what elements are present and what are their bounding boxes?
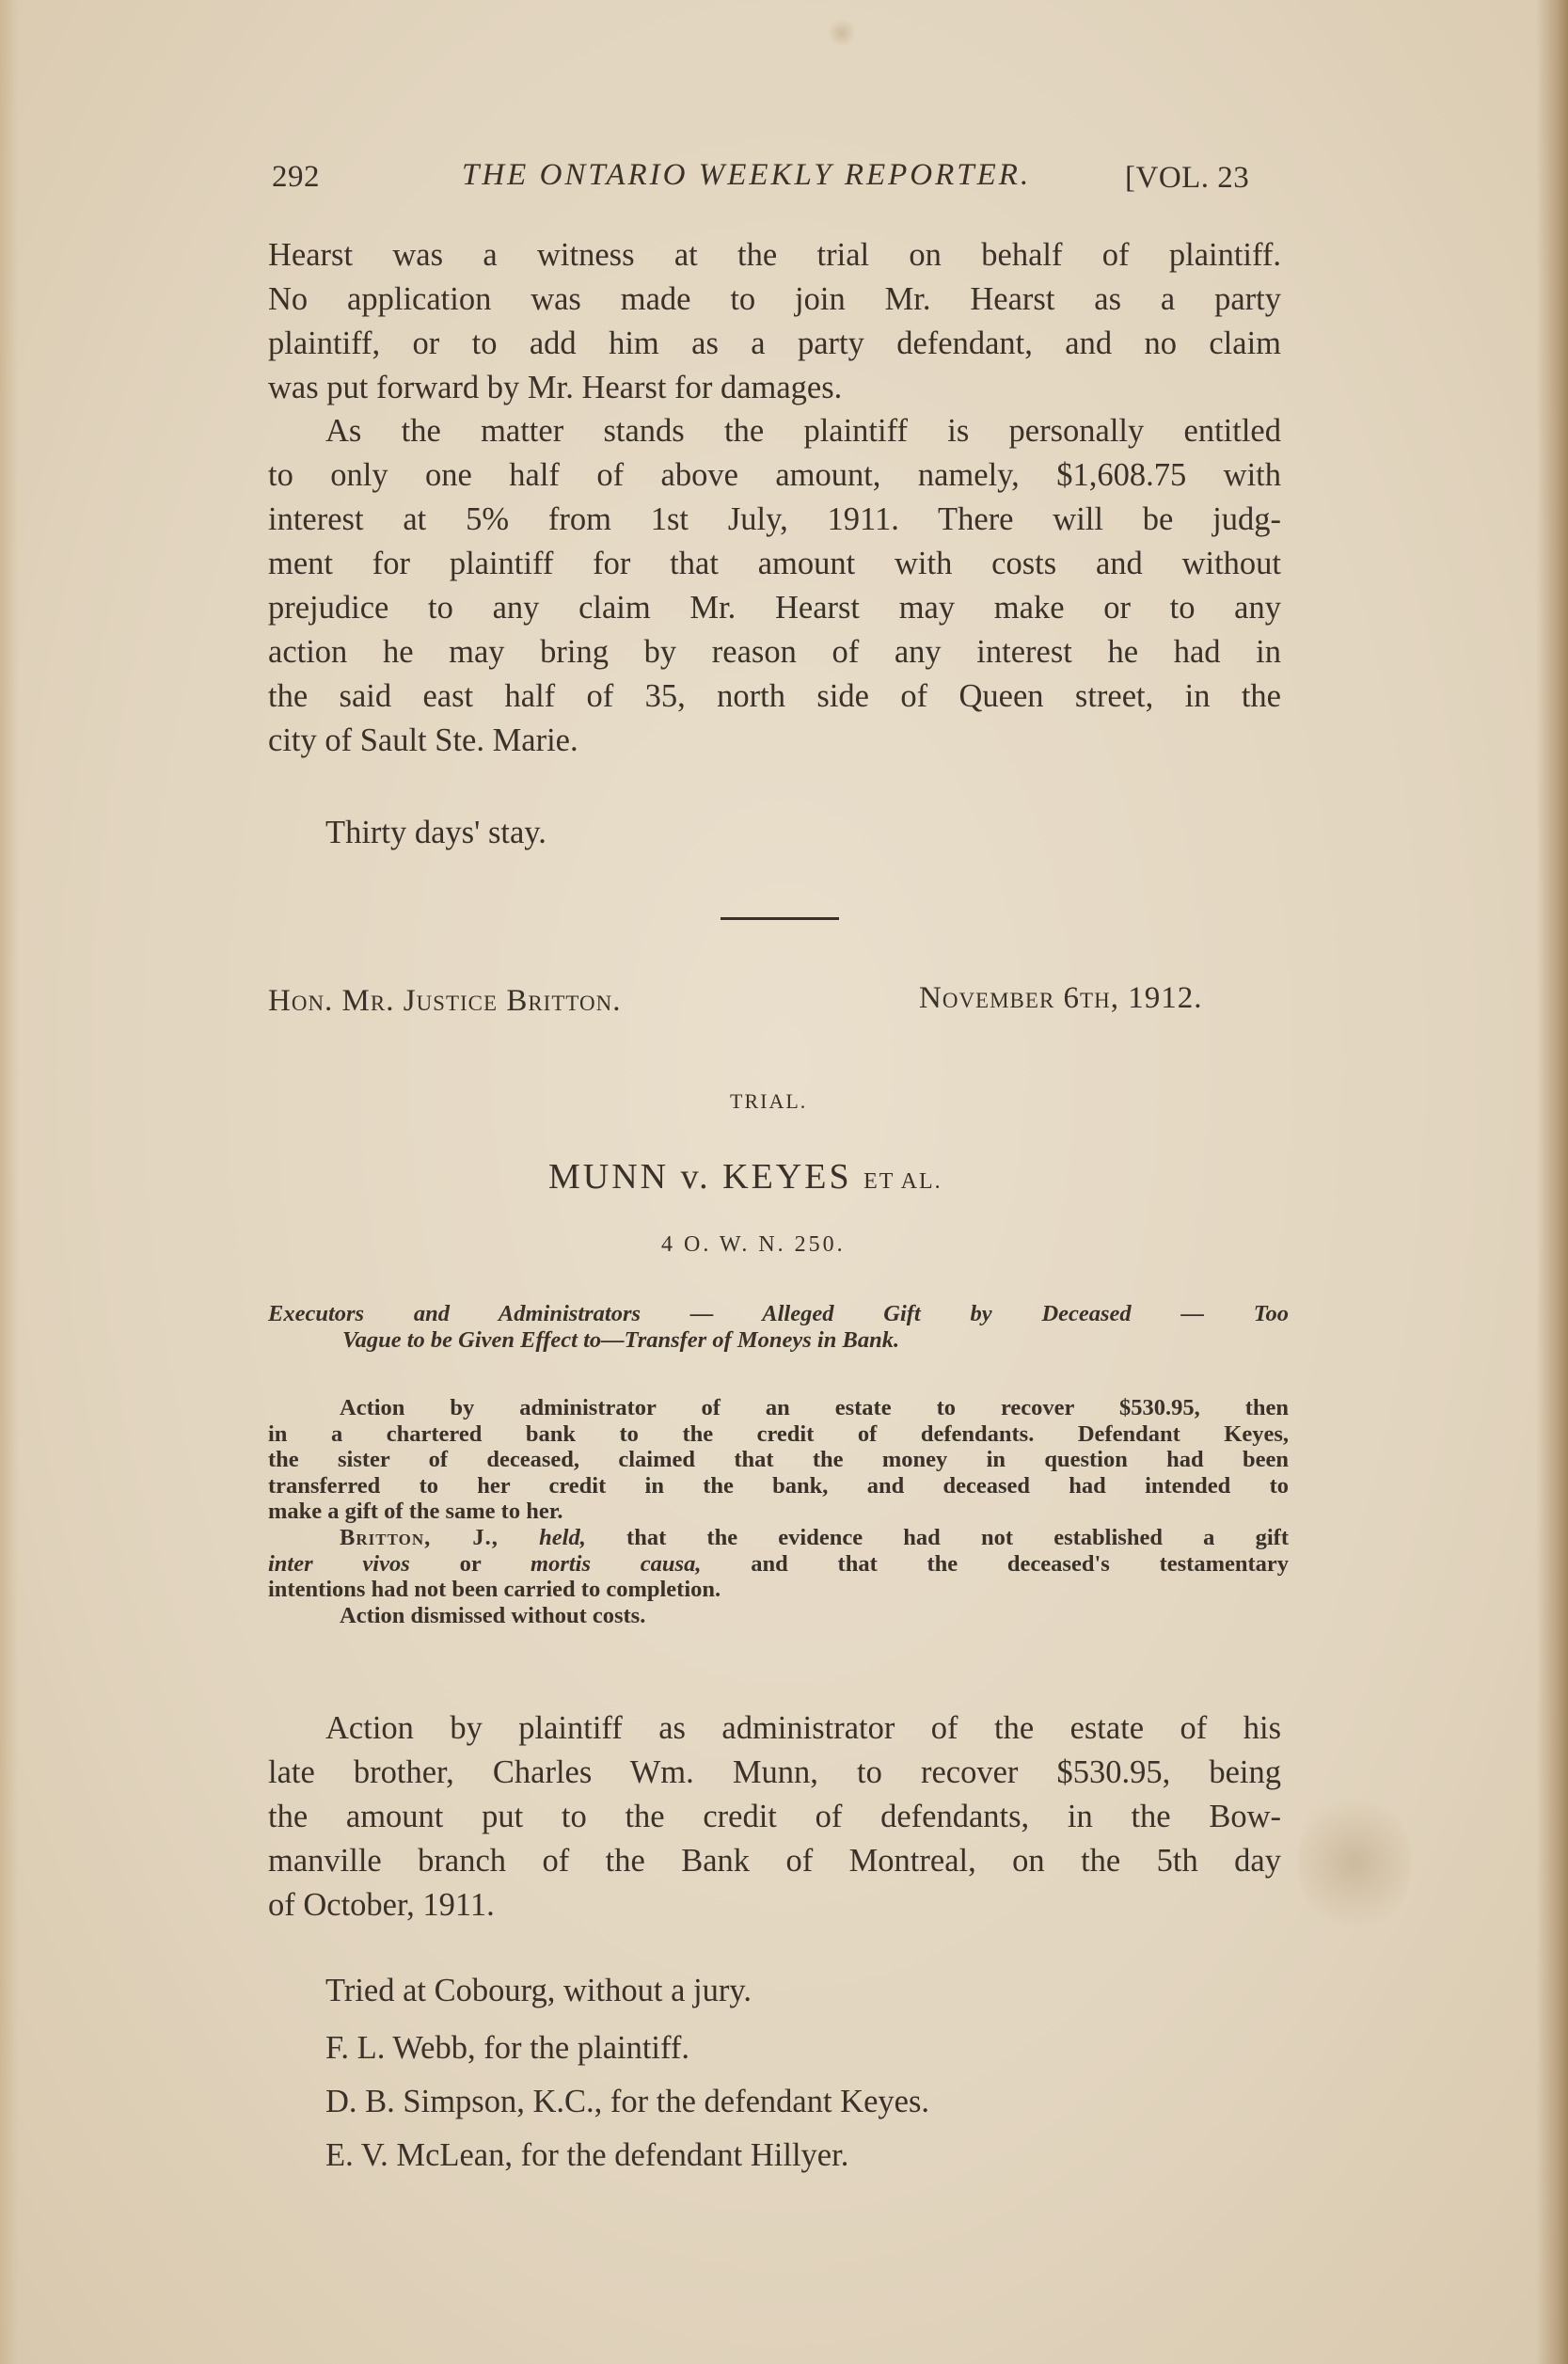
counsel-line: D. B. Simpson, K.C., for the defendant Keyes.: [325, 2084, 929, 2119]
case-title-main: MUNN v. KEYES: [548, 1157, 852, 1197]
text-line: interest at 5% from 1st July, 1911. There will be judg-: [268, 501, 1281, 537]
running-head-title: THE ONTARIO WEEKLY REPORTER.: [462, 158, 1032, 192]
page-number: 292: [272, 160, 320, 194]
text-line: was put forward by Mr. Hearst for damages.: [268, 370, 843, 405]
decision-date: November 6th, 1912.: [919, 981, 1203, 1015]
text-line: action he may bring by reason of any interest he had in: [268, 634, 1281, 670]
text-line: Hearst was a witness at the trial on behalf of plaintiff.: [268, 237, 1281, 273]
headnote-line: transferred to her credit in the bank, and deceased had intended to: [268, 1472, 1289, 1499]
holding-paragraph: [268, 409, 1281, 763]
held-text: and that the deceased's testamentary: [751, 1550, 1290, 1577]
catchwords-line: Executors and Administrators — Alleged Gift by Deceased — Too: [268, 1301, 1289, 1326]
text-line: As the matter stands the plaintiff is personally entitled: [325, 413, 1281, 449]
held-latin-phrase: mortis causa,: [531, 1550, 702, 1577]
continuation-paragraph: [268, 233, 1281, 410]
held-word: held,: [539, 1524, 586, 1550]
headnote-result: Action dismissed without costs.: [340, 1602, 646, 1628]
headnote-held-line: [268, 1551, 1289, 1578]
held-latin-phrase: inter vivos: [268, 1550, 410, 1577]
text-line: late brother, Charles Wm. Munn, to recover $530.95, being: [268, 1754, 1281, 1790]
headnote-line: Action by administrator of an estate to recover $530.95, then: [340, 1395, 1289, 1420]
trial-venue: Tried at Cobourg, without a jury.: [325, 1973, 752, 2008]
counsel-line: E. V. McLean, for the defendant Hillyer.: [325, 2137, 849, 2173]
text-line: plaintiff, or to add him as a party defendant, and no claim: [268, 325, 1281, 361]
headnote-line: make a gift of the same to her.: [268, 1499, 563, 1525]
section-divider: [721, 917, 839, 920]
text-line: No application was made to join Mr. Hearst as a party: [268, 281, 1281, 317]
text-line: of October, 1911.: [268, 1887, 495, 1923]
text-line: city of Sault Ste. Marie.: [268, 722, 578, 758]
judge-name: Hon. Mr. Justice Britton.: [268, 984, 622, 1018]
page-left-edge-shadow: [0, 0, 19, 2364]
court-type: TRIAL.: [730, 1089, 808, 1113]
counsel-line: F. L. Webb, for the plaintiff.: [325, 2030, 689, 2066]
case-citation: 4 O. W. N. 250.: [661, 1232, 846, 1257]
held-text: that the evidence had not established a gift: [626, 1524, 1289, 1550]
headnote-line: the sister of deceased, claimed that the money in question had been: [268, 1447, 1289, 1473]
text-line: prejudice to any claim Mr. Hearst may make or to any: [268, 590, 1281, 626]
headnote-line: in a chartered bank to the credit of defendants. Defendant Keyes,: [268, 1420, 1289, 1447]
running-head-volume: [VOL. 23: [1125, 161, 1250, 195]
page-right-edge-shadow: [1536, 0, 1568, 2364]
statement-paragraph: [268, 1706, 1281, 1928]
case-title: [548, 1156, 942, 1198]
headnote-summary: [268, 1395, 1289, 1628]
text-line: the amount put to the credit of defendants, in the Bow-: [268, 1799, 1281, 1834]
held-text: or: [459, 1550, 482, 1577]
catchwords-line: Vague to be Given Effect to—Transfer of Moneys in Bank.: [342, 1327, 900, 1353]
paper-stain: [828, 19, 856, 47]
text-line: to only one half of above amount, namely, $1,608.75 with: [268, 457, 1281, 493]
text-line: Action by plaintiff as administrator of the estate of his: [325, 1710, 1281, 1746]
held-judge: Britton, J.,: [340, 1524, 499, 1550]
headnote-held-line: [268, 1525, 1289, 1551]
text-line: manville branch of the Bank of Montreal, on the 5th day: [268, 1843, 1281, 1879]
stay-order: Thirty days' stay.: [325, 815, 546, 850]
text-line: ment for plaintiff for that amount with costs and without: [268, 546, 1281, 581]
paper-stain: [1298, 1787, 1411, 1938]
case-title-suffix: ET AL.: [863, 1169, 942, 1194]
text-line: the said east half of 35, north side of Queen street, in the: [268, 678, 1281, 714]
headnote-line: intentions had not been carried to completion.: [268, 1577, 721, 1603]
